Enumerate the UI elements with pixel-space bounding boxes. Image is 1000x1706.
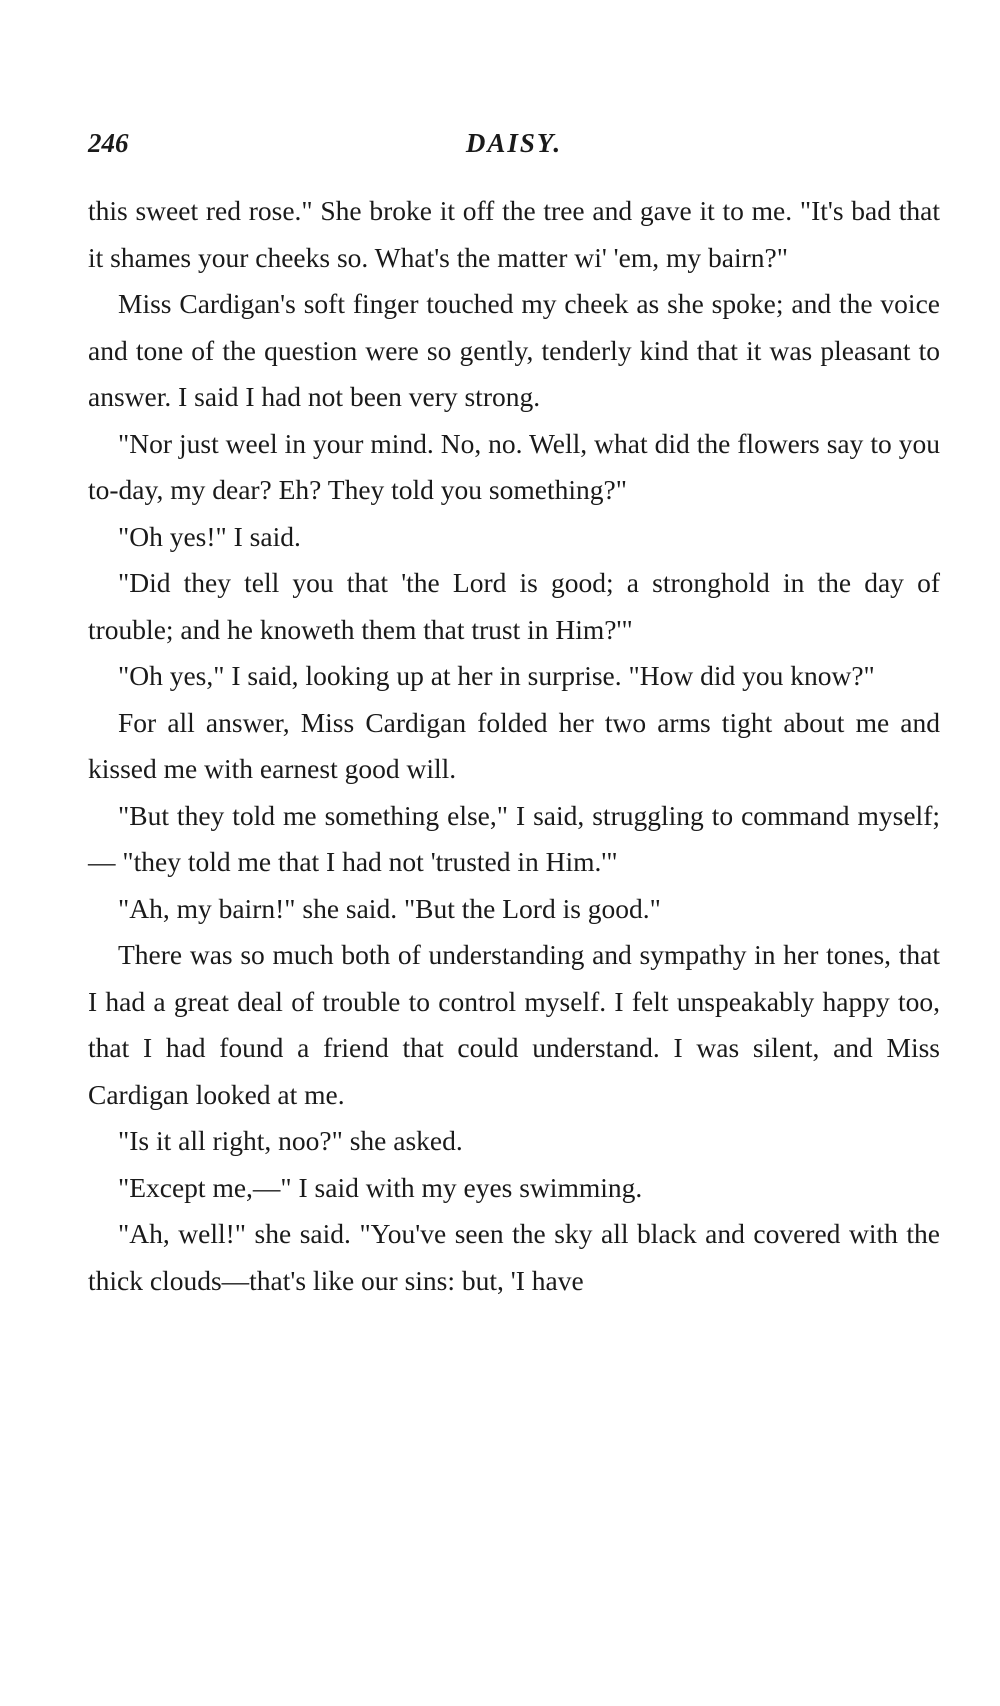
- body-text: [88, 188, 940, 1304]
- paragraph: "But they told me something else," I said, struggling to command myself; — "they told me that I had not 'trusted in Him.'": [88, 799, 940, 877]
- paragraph: Miss Cardigan's soft finger touched my cheek as she spoke; and the voice and tone of the question were so gently, tenderly kind that it was pleasant to answer. I said I had not been very strong.: [88, 288, 940, 412]
- paragraph: "Oh yes," I said, looking up at her in surprise. "How did you know?": [118, 660, 875, 691]
- paragraph: this sweet red rose." She broke it off the tree and gave it to me. "It's bad that it shames your cheeks so. What's the matter wi' 'em, my bairn?": [88, 195, 940, 273]
- paragraph: "Except me,—" I said with my eyes swimming.: [118, 1171, 643, 1203]
- paragraph: "Is it all right, noo?" she asked.: [118, 1125, 463, 1156]
- paragraph: "Nor just weel in your mind. No, no. Well, what did the flowers say to you to-day, my dear? Eh? They told you something?": [88, 427, 940, 505]
- paragraph: "Ah, my bairn!" she said. "But the Lord is good.": [118, 892, 661, 924]
- page-number: 246: [88, 128, 129, 158]
- paragraph: "Ah, well!" she said. "You've seen the sky all black and covered with the thick clouds—that's like our sins: but, 'I have: [88, 1218, 940, 1296]
- paragraph: "Oh yes!" I said.: [118, 520, 301, 552]
- book-page: [88, 128, 940, 1304]
- paragraph: For all answer, Miss Cardigan folded her two arms tight about me and kissed me with earnest good will.: [88, 706, 940, 784]
- paragraph: "Did they tell you that 'the Lord is good; a stronghold in the day of trouble; and he knoweth them that trust in Him?'": [88, 567, 940, 645]
- running-head: [88, 128, 940, 172]
- running-title: DAISY.: [465, 128, 563, 158]
- paragraph: There was so much both of understanding and sympathy in her tones, that I had a great deal of trouble to control myself. I felt unspeakably happy too, that I had found a friend that could understand. I was silent, and Miss Cardigan looked at me.: [88, 939, 940, 1110]
